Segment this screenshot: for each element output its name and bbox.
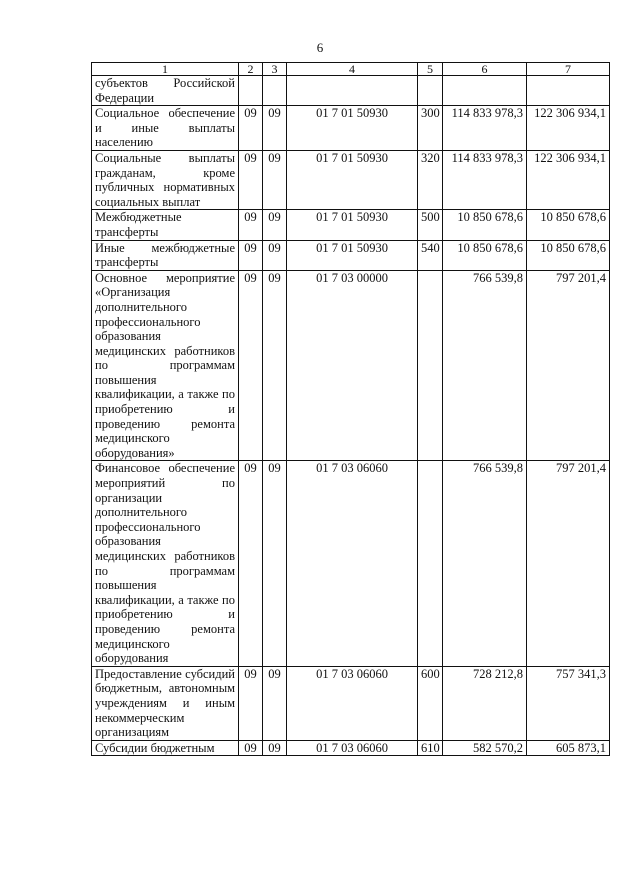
target-article-cell: 01 7 03 00000 (287, 270, 418, 461)
section-code-cell: 09 (239, 150, 263, 209)
table-row (92, 740, 610, 756)
expense-type-cell: 540 (418, 240, 443, 270)
expense-type-cell: 300 (418, 106, 443, 151)
subsection-code-cell (263, 76, 287, 106)
expense-type-cell: 320 (418, 150, 443, 209)
amount-year2-cell (527, 76, 610, 106)
column-header: 5 (418, 63, 443, 76)
amount-year1-cell: 728 212,8 (443, 666, 527, 740)
section-code-cell: 09 (239, 461, 263, 666)
target-article-cell: 01 7 01 50930 (287, 210, 418, 240)
table-row (92, 240, 610, 270)
subsection-code-cell: 09 (263, 461, 287, 666)
amount-year1-cell (443, 76, 527, 106)
section-code-cell: 09 (239, 240, 263, 270)
row-name-cell: Социальные выплаты гражданам, кроме публичных нормативных социальных выплат (92, 150, 239, 209)
column-header: 2 (239, 63, 263, 76)
amount-year1-cell: 766 539,8 (443, 461, 527, 666)
amount-year1-cell: 114 833 978,3 (443, 150, 527, 209)
table-row (92, 270, 610, 461)
column-header: 6 (443, 63, 527, 76)
page-number: 6 (316, 40, 324, 55)
expense-type-cell (418, 270, 443, 461)
subsection-code-cell: 09 (263, 150, 287, 209)
target-article-cell: 01 7 01 50930 (287, 106, 418, 151)
amount-year1-cell: 10 850 678,6 (443, 240, 527, 270)
table-body (92, 76, 610, 756)
amount-year1-cell: 766 539,8 (443, 270, 527, 461)
column-header: 4 (287, 63, 418, 76)
table-row (92, 76, 610, 106)
subsection-code-cell: 09 (263, 666, 287, 740)
row-name-cell: Иные межбюджетные трансферты (92, 240, 239, 270)
subsection-code-cell: 09 (263, 740, 287, 756)
expense-type-cell: 610 (418, 740, 443, 756)
amount-year2-cell: 797 201,4 (527, 461, 610, 666)
row-name-cell: Межбюджетные трансферты (92, 210, 239, 240)
target-article-cell: 01 7 03 06060 (287, 666, 418, 740)
column-header: 3 (263, 63, 287, 76)
subsection-code-cell: 09 (263, 106, 287, 151)
section-code-cell (239, 76, 263, 106)
expense-type-cell: 500 (418, 210, 443, 240)
target-article-cell: 01 7 01 50930 (287, 240, 418, 270)
section-code-cell: 09 (239, 740, 263, 756)
subsection-code-cell: 09 (263, 240, 287, 270)
row-name-cell: Субсидии бюджетным (92, 740, 239, 756)
table-row (92, 666, 610, 740)
section-code-cell: 09 (239, 210, 263, 240)
budget-table (91, 62, 610, 756)
amount-year2-cell: 757 341,3 (527, 666, 610, 740)
section-code-cell: 09 (239, 666, 263, 740)
target-article-cell: 01 7 01 50930 (287, 150, 418, 209)
row-name-cell: субъектов Российской Федерации (92, 76, 239, 106)
amount-year1-cell: 114 833 978,3 (443, 106, 527, 151)
expense-type-cell: 600 (418, 666, 443, 740)
amount-year2-cell: 122 306 934,1 (527, 106, 610, 151)
amount-year1-cell: 10 850 678,6 (443, 210, 527, 240)
subsection-code-cell: 09 (263, 270, 287, 461)
amount-year2-cell: 10 850 678,6 (527, 210, 610, 240)
section-code-cell: 09 (239, 106, 263, 151)
column-header: 7 (527, 63, 610, 76)
table-row (92, 461, 610, 666)
target-article-cell: 01 7 03 06060 (287, 740, 418, 756)
row-name-cell: Предоставление субсидий бюджетным, автономным учреждениям и иным некоммерческим организациям (92, 666, 239, 740)
row-name-cell: Социальное обеспечение и иные выплаты населению (92, 106, 239, 151)
section-code-cell: 09 (239, 270, 263, 461)
amount-year2-cell: 122 306 934,1 (527, 150, 610, 209)
header-row (92, 63, 610, 76)
table-row (92, 210, 610, 240)
expense-type-cell (418, 461, 443, 666)
amount-year2-cell: 797 201,4 (527, 270, 610, 461)
amount-year2-cell: 605 873,1 (527, 740, 610, 756)
table-row (92, 106, 610, 151)
target-article-cell: 01 7 03 06060 (287, 461, 418, 666)
table-row (92, 150, 610, 209)
row-name-cell: Финансовое обеспечение мероприятий по организации дополнительного профессионального образования медицинских работников по программам повышения квалификации, а также по приобретению и проведению ремонта медицинского оборудования (92, 461, 239, 666)
column-header: 1 (92, 63, 239, 76)
target-article-cell (287, 76, 418, 106)
expense-type-cell (418, 76, 443, 106)
subsection-code-cell: 09 (263, 210, 287, 240)
row-name-cell: Основное мероприятие «Организация дополнительного профессионального образования медицинских работников по программам повышения квалификации, а также по приобретению и проведению ремонта медицинского оборудования» (92, 270, 239, 461)
amount-year1-cell: 582 570,2 (443, 740, 527, 756)
amount-year2-cell: 10 850 678,6 (527, 240, 610, 270)
